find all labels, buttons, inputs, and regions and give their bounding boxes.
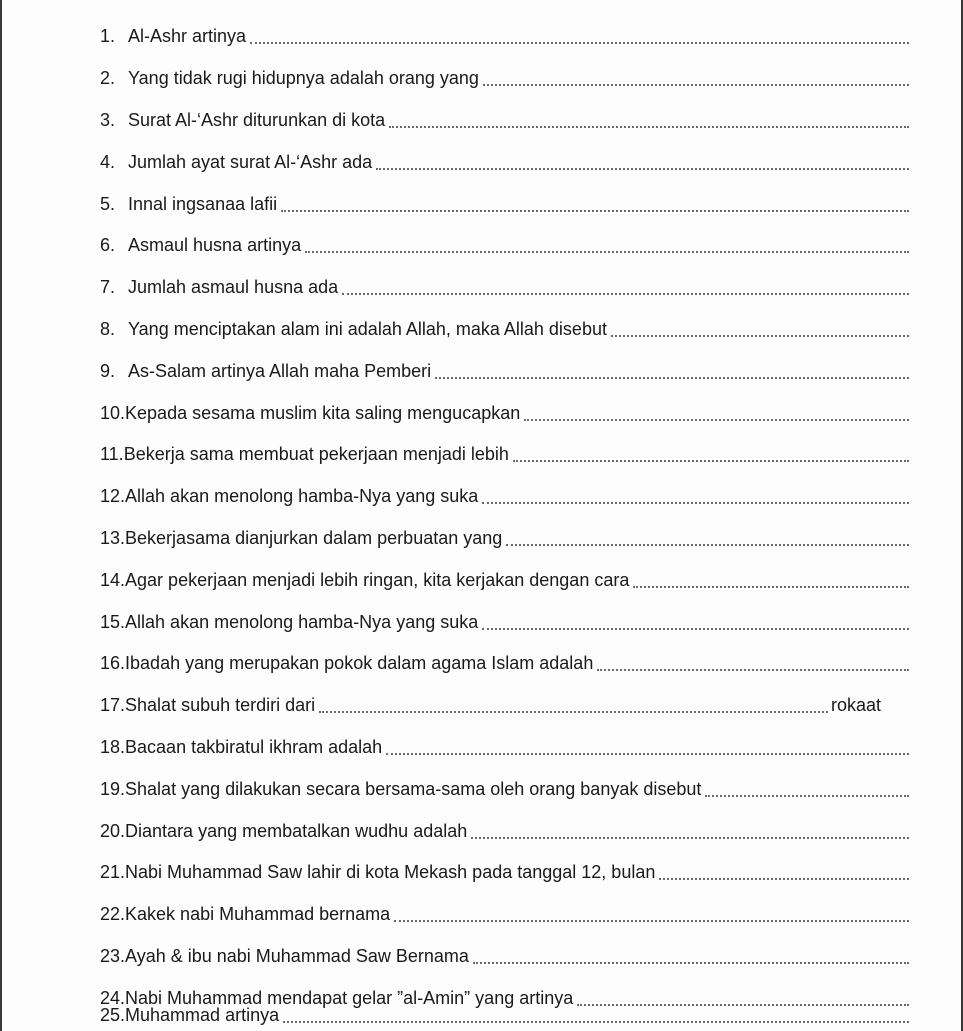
question-text: Shalat subuh terdiri dari [125,695,316,715]
question-text: Bekerjasama dianjurkan dalam perbuatan yang [125,528,503,548]
answer-blank[interactable] [473,961,909,964]
question-number: 25. [100,1005,126,1025]
question-text: Bekerja sama membuat pekerjaan menjadi lebih [123,444,509,464]
question-text: Nabi Muhammad mendapat gelar ”al-Amin” yang artinya [125,988,574,1008]
question-number: 3. [100,110,116,130]
question-number: 19. [100,779,126,799]
question-1 [100,22,909,48]
answer-blank[interactable] [386,752,909,755]
answer-blank[interactable] [281,209,909,212]
question-3 [100,106,909,132]
answer-blank[interactable] [513,459,909,462]
question-text: Innal ingsanaa lafii [128,194,278,214]
question-number: 21. [100,862,126,882]
question-13 [100,524,909,550]
question-2 [100,64,909,90]
question-number: 1. [100,26,116,46]
question-22 [100,900,909,926]
question-number: 7. [100,277,116,297]
answer-blank[interactable] [524,418,909,421]
question-21 [100,858,909,884]
question-text: Al-Ashr artinya [128,26,247,46]
question-number: 16. [100,653,126,673]
question-number: 15. [100,612,126,632]
answer-blank[interactable] [376,167,909,170]
question-text: Muhammad artinya [125,1005,280,1025]
answer-blank[interactable] [483,83,909,86]
answer-blank[interactable] [389,125,909,128]
answer-blank[interactable] [394,919,909,922]
answer-blank[interactable] [471,836,909,839]
question-number: 9. [100,361,116,381]
question-number: 24. [100,988,126,1008]
question-number: 20. [100,821,126,841]
answer-blank[interactable] [305,250,909,253]
question-suffix: rokaat [830,695,881,715]
question-5 [100,190,909,216]
question-number: 12. [100,486,126,506]
answer-blank[interactable] [611,334,909,337]
question-14 [100,566,909,592]
question-text: Surat Al-‘Ashr diturunkan di kota [128,110,386,130]
question-number: 2. [100,68,116,88]
question-25 [100,1001,909,1027]
question-17 [100,691,881,717]
question-20 [100,817,909,843]
question-text: Yang tidak rugi hidupnya adalah orang yang [128,68,479,88]
answer-blank[interactable] [319,710,828,713]
question-15 [100,608,909,634]
question-19 [100,775,909,801]
answer-blank[interactable] [659,877,909,880]
question-text: Ibadah yang merupakan pokok dalam agama Islam adalah [125,653,594,673]
question-text: As-Salam artinya Allah maha Pemberi [128,361,432,381]
question-number: 8. [100,319,116,339]
question-number: 18. [100,737,126,757]
answer-blank[interactable] [342,292,909,295]
question-text: Allah akan menolong hamba-Nya yang suka [125,486,479,506]
question-6 [100,231,909,257]
question-4 [100,148,909,174]
question-9 [100,357,909,383]
question-10 [100,399,909,425]
question-text: Shalat yang dilakukan secara bersama-sama oleh orang banyak disebut [125,779,702,799]
answer-blank[interactable] [633,585,909,588]
question-11 [100,440,909,466]
question-number: 17. [100,695,126,715]
question-text: Nabi Muhammad Saw lahir di kota Mekash pada tanggal 12, bulan [125,862,656,882]
question-text: Agar pekerjaan menjadi lebih ringan, kita kerjakan dengan cara [125,570,630,590]
question-text: Allah akan menolong hamba-Nya yang suka [125,612,479,632]
question-number: 6. [100,235,116,255]
question-text: Asmaul husna artinya [128,235,302,255]
answer-blank[interactable] [597,668,909,671]
answer-blank[interactable] [482,627,909,630]
question-18 [100,733,909,759]
question-text: Bacaan takbiratul ikhram adalah [125,737,383,757]
question-7 [100,273,909,299]
answer-blank[interactable] [250,41,909,44]
question-23 [100,942,909,968]
question-text: Kakek nabi Muhammad bernama [125,904,391,924]
question-number: 23. [100,946,126,966]
question-8 [100,315,909,341]
question-number: 11. [100,444,124,464]
question-text: Diantara yang membatalkan wudhu adalah [125,821,468,841]
question-number: 5. [100,194,116,214]
question-text: Yang menciptakan alam ini adalah Allah, maka Allah disebut [128,319,607,339]
question-16 [100,649,909,675]
question-text: Jumlah ayat surat Al-‘Ashr ada [128,152,373,172]
answer-blank[interactable] [705,794,909,797]
question-text: Jumlah asmaul husna ada [128,277,339,297]
question-number: 4. [100,152,116,172]
question-text: Ayah & ibu nabi Muhammad Saw Bernama [125,946,469,966]
answer-blank[interactable] [506,543,909,546]
question-12 [100,482,909,508]
answer-blank[interactable] [435,376,909,379]
question-number: 13. [100,528,126,548]
answer-blank[interactable] [283,1020,909,1023]
answer-blank[interactable] [482,501,909,504]
question-number: 14. [100,570,126,590]
question-number: 22. [100,904,126,924]
question-text: Kepada sesama muslim kita saling mengucapkan [125,403,521,423]
question-number: 10. [100,403,126,423]
